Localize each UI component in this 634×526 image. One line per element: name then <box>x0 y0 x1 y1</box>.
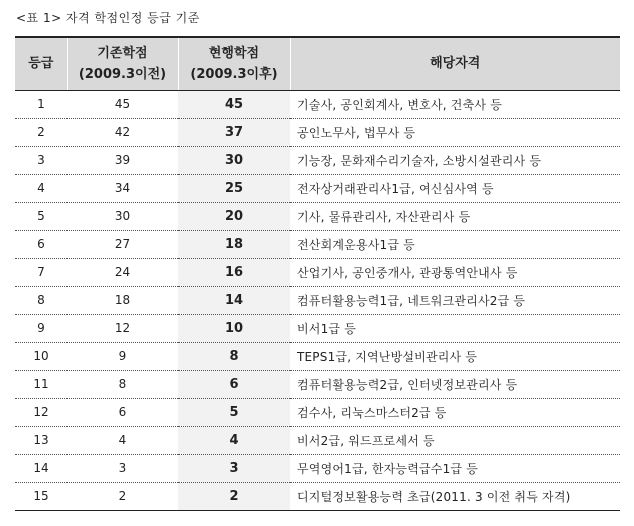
table-row <box>15 118 620 146</box>
table-row <box>15 230 620 258</box>
new-credit-cell: 5 <box>178 398 290 426</box>
grade-cell: 3 <box>15 146 67 174</box>
grade-table <box>15 36 620 511</box>
grade-cell: 7 <box>15 258 67 286</box>
new-credit-cell: 4 <box>178 426 290 454</box>
old-credit-cell: 4 <box>67 426 178 454</box>
grade-cell: 4 <box>15 174 67 202</box>
qualifications-cell: 기능장, 문화재수리기술자, 소방시설관리사 등 <box>290 146 620 174</box>
table-row <box>15 454 620 482</box>
old-credit-cell: 12 <box>67 314 178 342</box>
grade-cell: 9 <box>15 314 67 342</box>
qualifications-cell: 검수사, 리눅스마스터2급 등 <box>290 398 620 426</box>
table-row <box>15 370 620 398</box>
new-credit-cell: 16 <box>178 258 290 286</box>
table-caption: <표 1> 자격 학점인정 등급 기준 <box>16 11 200 25</box>
grade-cell: 14 <box>15 454 67 482</box>
grade-cell: 6 <box>15 230 67 258</box>
header-old-credit-period: (2009.3이전) <box>78 66 167 82</box>
table-row <box>15 426 620 454</box>
header-row <box>15 37 620 90</box>
old-credit-cell: 24 <box>67 258 178 286</box>
qualifications-cell: 전자상거래관리사1급, 여신심사역 등 <box>290 174 620 202</box>
table-row <box>15 286 620 314</box>
table-row <box>15 202 620 230</box>
old-credit-cell: 18 <box>67 286 178 314</box>
grade-cell: 1 <box>15 90 67 118</box>
qualifications-cell: 디지털정보활용능력 초급(2011. 3 이전 취득 자격) <box>290 482 620 510</box>
qualifications-cell: TEPS1급, 지역난방설비관리사 등 <box>290 342 620 370</box>
qualifications-cell: 전산회계운용사1급 등 <box>290 230 620 258</box>
header-new-credit <box>178 37 290 90</box>
qualifications-cell: 공인노무사, 법무사 등 <box>290 118 620 146</box>
old-credit-cell: 27 <box>67 230 178 258</box>
new-credit-cell: 10 <box>178 314 290 342</box>
old-credit-cell: 3 <box>67 454 178 482</box>
table-row <box>15 258 620 286</box>
new-credit-cell: 25 <box>178 174 290 202</box>
qualifications-cell: 기사, 물류관리사, 자산관리사 등 <box>290 202 620 230</box>
old-credit-cell: 34 <box>67 174 178 202</box>
new-credit-cell: 6 <box>178 370 290 398</box>
header-new-credit-title: 현행학점 <box>208 45 260 61</box>
old-credit-cell: 6 <box>67 398 178 426</box>
qualifications-cell: 비서2급, 워드프로세서 등 <box>290 426 620 454</box>
header-old-credit-title: 기존학점 <box>97 45 148 61</box>
table-row <box>15 90 620 118</box>
new-credit-cell: 8 <box>178 342 290 370</box>
qualifications-cell: 무역영어1급, 한자능력급수1급 등 <box>290 454 620 482</box>
old-credit-cell: 30 <box>67 202 178 230</box>
qualifications-cell: 컴퓨터활용능력1급, 네트워크관리사2급 등 <box>290 286 620 314</box>
table-row <box>15 174 620 202</box>
qualifications-cell: 기술사, 공인회계사, 변호사, 건축사 등 <box>290 90 620 118</box>
old-credit-cell: 45 <box>67 90 178 118</box>
old-credit-cell: 42 <box>67 118 178 146</box>
table-row <box>15 398 620 426</box>
header-grade: 등급 <box>15 37 67 90</box>
table-row <box>15 482 620 510</box>
new-credit-cell: 2 <box>178 482 290 510</box>
table-header <box>15 37 620 90</box>
old-credit-cell: 9 <box>67 342 178 370</box>
new-credit-cell: 3 <box>178 454 290 482</box>
header-old-credit <box>67 37 178 90</box>
grade-cell: 13 <box>15 426 67 454</box>
table-body <box>15 90 620 510</box>
new-credit-cell: 45 <box>178 90 290 118</box>
grade-cell: 8 <box>15 286 67 314</box>
grade-cell: 11 <box>15 370 67 398</box>
table-row <box>15 342 620 370</box>
new-credit-cell: 37 <box>178 118 290 146</box>
old-credit-cell: 8 <box>67 370 178 398</box>
grade-cell: 2 <box>15 118 67 146</box>
old-credit-cell: 39 <box>67 146 178 174</box>
old-credit-cell: 2 <box>67 482 178 510</box>
qualifications-cell: 컴퓨터활용능력2급, 인터넷정보관리사 등 <box>290 370 620 398</box>
grade-cell: 5 <box>15 202 67 230</box>
new-credit-cell: 20 <box>178 202 290 230</box>
grade-cell: 12 <box>15 398 67 426</box>
header-new-credit-period: (2009.3이후) <box>190 66 278 82</box>
new-credit-cell: 30 <box>178 146 290 174</box>
grade-cell: 15 <box>15 482 67 510</box>
new-credit-cell: 14 <box>178 286 290 314</box>
table-row <box>15 314 620 342</box>
grade-cell: 10 <box>15 342 67 370</box>
header-qualifications: 해당자격 <box>290 37 620 90</box>
new-credit-cell: 18 <box>178 230 290 258</box>
table-row <box>15 146 620 174</box>
qualifications-cell: 비서1급 등 <box>290 314 620 342</box>
qualifications-cell: 산업기사, 공인중개사, 관광통역안내사 등 <box>290 258 620 286</box>
